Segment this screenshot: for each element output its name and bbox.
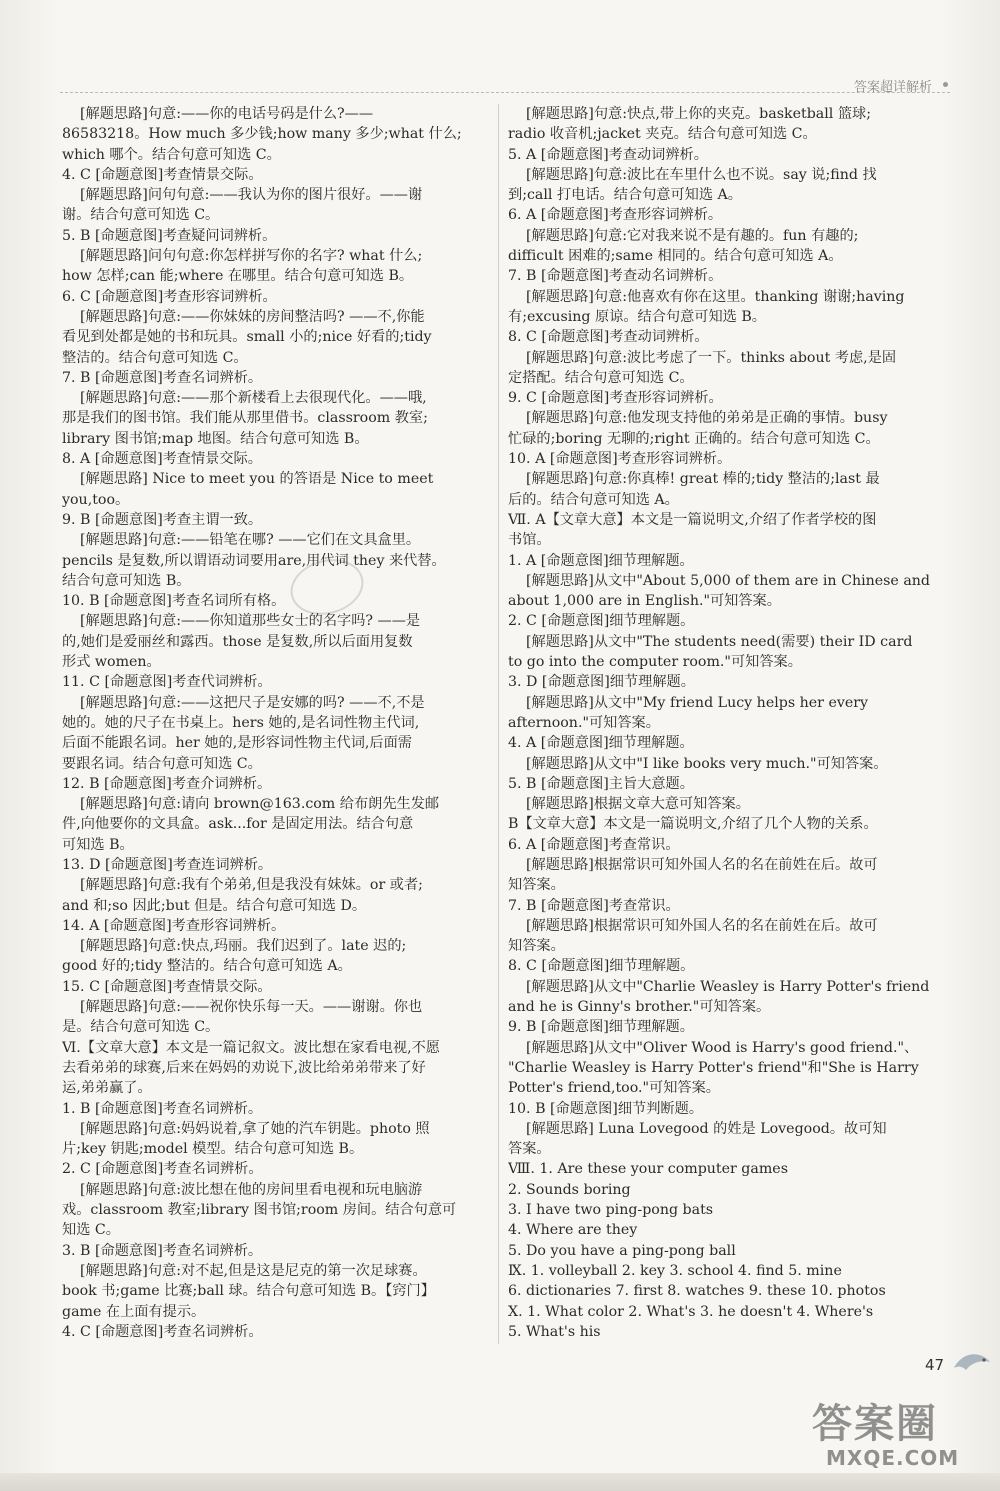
- text-line: B【文章大意】本文是一篇说明文,介绍了几个人物的关系。: [508, 816, 878, 833]
- text-line: 看见到处都是她的书和玩具。small 小的;nice 好看的;tidy: [62, 329, 432, 346]
- text-line: good 好的;tidy 整洁的。结合句意可知选 A。: [62, 958, 352, 975]
- text-line: 忙碌的;boring 无聊的;right 正确的。结合句意可知选 C。: [508, 430, 880, 447]
- text-line: 6. dictionaries 7. first 8. watches 9. these 10. photos: [508, 1283, 886, 1300]
- text-line: 片;key 钥匙;model 模型。结合句意可知选 B。: [62, 1141, 364, 1158]
- text-line: 3. D [命题意图]细节理解题。: [508, 674, 695, 691]
- text-line: [解题思路]句意:波比考虑了一下。thinks about 考虑,是固: [526, 349, 897, 366]
- text-line: 10. B [命题意图]细节判断题。: [508, 1100, 703, 1117]
- text-line: afternoon."可知答案。: [508, 714, 660, 731]
- text-line: 1. A [命题意图]细节理解题。: [508, 552, 694, 569]
- watermark-url: MXQE.COM: [826, 1446, 960, 1470]
- text-line: library 图书馆;map 地图。结合句意可知选 B。: [62, 430, 369, 447]
- text-line: 5. B [命题意图]考查疑问词辨析。: [62, 227, 277, 244]
- text-line: radio 收音机;jacket 夹克。结合句意可知选 C。: [508, 126, 817, 143]
- text-line: [解题思路]从文中"The students need(需要) their ID card: [526, 633, 913, 650]
- column-divider: [498, 104, 499, 1344]
- text-line: [解题思路]问句句意:你怎样拼写你的名字? what 什么;: [80, 248, 423, 265]
- text-line: 有;excusing 原谅。结合句意可知选 B。: [508, 308, 766, 325]
- text-line: 7. B [命题意图]考查名词辨析。: [62, 369, 263, 386]
- text-line: 2. C [命题意图]考查名词辨析。: [62, 1161, 263, 1178]
- text-line: 8. C [命题意图]考查动词辨析。: [508, 329, 709, 346]
- text-line: 知答案。: [508, 877, 565, 894]
- text-line: 戏。classroom 教室;library 图书馆;room 房间。结合句意可: [62, 1202, 457, 1219]
- text-line: 去看弟弟的球赛,后来在妈妈的劝说下,波比给弟弟带来了好: [62, 1059, 426, 1076]
- text-line: 可知选 B。: [62, 836, 134, 853]
- text-line: you,too。: [62, 491, 130, 508]
- text-line: 2. C [命题意图]细节理解题。: [508, 613, 695, 630]
- text-line: 9. C [命题意图]考查形容词辨析。: [508, 390, 723, 407]
- text-line: [解题思路]句意:对不起,但是这是尼克的第一次足球赛。: [80, 1262, 427, 1279]
- text-line: pencils 是复数,所以谓语动词要用are,用代词 they 来代替。: [62, 552, 446, 569]
- text-line: 4. C [命题意图]考查情景交际。: [62, 166, 263, 183]
- header-rule: [60, 92, 950, 93]
- text-line: 12. B [命题意图]考查介词辨析。: [62, 775, 272, 792]
- text-line: which 哪个。结合句意可知选 C。: [62, 146, 281, 163]
- text-line: 7. B [命题意图]考查常识。: [508, 897, 680, 914]
- text-line: 到;call 打电话。结合句意可知选 A。: [508, 187, 742, 204]
- text-line: 1. B [命题意图]考查名词辨析。: [62, 1100, 263, 1117]
- text-line: [解题思路]根据常识可知外国人名的名在前姓在后。故可: [526, 917, 878, 934]
- text-line: [解题思路]句意:——那个新楼看上去很现代化。——哦,: [80, 390, 427, 407]
- text-line: [解题思路]句意:它对我来说不是有趣的。fun 有趣的;: [526, 227, 859, 244]
- text-line: 3. I have two ping-pong bats: [508, 1202, 714, 1219]
- text-line: 3. B [命题意图]考查名词辨析。: [62, 1242, 263, 1259]
- text-line: 8. C [命题意图]细节理解题。: [508, 958, 695, 975]
- text-line: [解题思路]句意:波比想在他的房间里看电视和玩电脑游: [80, 1181, 423, 1198]
- text-line: [解题思路]根据文章大意可知答案。: [526, 796, 750, 813]
- text-line: 13. D [命题意图]考查连词辨析。: [62, 856, 273, 873]
- text-line: 4. C [命题意图]考查名词辨析。: [62, 1323, 263, 1340]
- text-line: Ⅵ.【文章大意】本文是一篇记叙文。波比想在家看电视,不愿: [62, 1039, 440, 1056]
- text-line: 6. C [命题意图]考查形容词辨析。: [62, 288, 277, 305]
- text-line: [解题思路]句意:波比在车里什么也不说。say 说;find 找: [526, 166, 877, 183]
- text-line: 10. A [命题意图]考查形容词辨析。: [508, 451, 732, 468]
- fish-logo-icon: [950, 1348, 994, 1382]
- text-line: [解题思路]句意:——祝你快乐每一天。——谢谢。你也: [80, 999, 423, 1016]
- text-line: to go into the computer room."可知答案。: [508, 654, 802, 671]
- left-column: [62, 104, 490, 1342]
- text-line: [解题思路]句意:你真棒! great 棒的;tidy 整洁的;last 最: [526, 471, 880, 488]
- text-line: 的,她们是爱丽丝和露西。those 是复数,所以后面用复数: [62, 633, 413, 650]
- text-line: Ⅶ. A【文章大意】本文是一篇说明文,介绍了作者学校的图: [508, 511, 877, 528]
- text-line: Ⅷ. 1. Are these your computer games: [508, 1161, 788, 1178]
- watermark-logo: 答案圈: [812, 1401, 938, 1447]
- text-line: [解题思路]从文中"I like books very much."可知答案。: [526, 755, 888, 772]
- text-line: [解题思路]句意:请向 brown@163.com 给布朗先生发邮: [80, 796, 440, 813]
- text-line: 她的。她的尺子在书桌上。hers 她的,是名词性物主代词,: [62, 714, 420, 731]
- text-line: 后面不能跟名词。her 她的,是形容词性物主代词,后面需: [62, 735, 412, 752]
- text-line: 9. B [命题意图]考查主谓一致。: [62, 511, 263, 528]
- text-line: [解题思路]句意:我有个弟弟,但是我没有妹妹。or 或者;: [80, 877, 423, 894]
- text-line: 运,弟弟赢了。: [62, 1080, 152, 1097]
- text-line: 4. Where are they: [508, 1222, 638, 1239]
- text-line: 5. Do you have a ping-pong ball: [508, 1242, 736, 1259]
- text-line: 谢。结合句意可知选 C。: [62, 207, 220, 224]
- text-line: [解题思路] Nice to meet you 的答语是 Nice to meet: [80, 471, 434, 488]
- text-line: [解题思路]句意:他喜欢有你在这里。thanking 谢谢;having: [526, 288, 905, 305]
- header-dot-icon: [943, 82, 948, 87]
- text-line: Ⅹ. 1. What color 2. What's 3. he doesn't 4. Where's: [508, 1303, 874, 1320]
- text-line: 7. B [命题意图]考查动名词辨析。: [508, 268, 723, 285]
- text-line: 后的。结合句意可知选 A。: [508, 491, 679, 508]
- text-line: [解题思路]从文中"About 5,000 of them are in Chinese and: [526, 572, 931, 589]
- page-number: 47: [925, 1356, 945, 1374]
- header-title: 答案超详解析: [853, 80, 932, 95]
- text-line: [解题思路]句意:快点,玛丽。我们迟到了。late 迟的;: [80, 938, 407, 955]
- text-line: 结合句意可知选 B。: [62, 572, 191, 589]
- text-line: 11. C [命题意图]考查代词辨析。: [62, 674, 272, 691]
- text-line: 是。结合句意可知选 C。: [62, 1019, 220, 1036]
- text-line: [解题思路]从文中"My friend Lucy helps her every: [526, 694, 869, 711]
- text-line: [解题思路]问句句意:——我认为你的图片很好。——谢: [80, 187, 423, 204]
- text-line: and he is Ginny's brother."可知答案。: [508, 999, 771, 1016]
- text-line: 书馆。: [508, 532, 551, 549]
- text-line: and 和;so 因此;but 但是。结合句意可知选 D。: [62, 897, 367, 914]
- page-bottom-edge: [0, 1473, 1000, 1491]
- text-line: "Charlie Weasley is Harry Potter's friend"和"She is Harry: [508, 1059, 919, 1076]
- text-line: [解题思路]句意:他发现支持他的弟弟是正确的事情。busy: [526, 410, 888, 427]
- text-line: 6. A [命题意图]考查常识。: [508, 836, 680, 853]
- text-line: 5. A [命题意图]考查动词辨析。: [508, 146, 708, 163]
- text-line: Potter's friend,too."可知答案。: [508, 1080, 720, 1097]
- text-line: 6. A [命题意图]考查形容词辨析。: [508, 207, 723, 224]
- text-line: 件,向他要你的文具盒。ask...for 是固定用法。结合句意: [62, 816, 414, 833]
- text-line: 答案。: [508, 1141, 551, 1158]
- text-line: [解题思路]句意:快点,带上你的夹克。basketball 篮球;: [526, 106, 871, 122]
- text-line: [解题思路]句意:——你妹妹的房间整洁吗? ——不,你能: [80, 308, 425, 325]
- right-column: [508, 104, 948, 1342]
- text-line: [解题思路]句意:——你知道那些女士的名字吗? ——是: [80, 613, 421, 630]
- text-line: [解题思路]根据常识可知外国人名的名在前姓在后。故可: [526, 856, 878, 873]
- text-line: game 在上面有提示。: [62, 1303, 206, 1320]
- text-line: 整洁的。结合句意可知选 C。: [62, 349, 248, 366]
- text-line: 要跟名词。结合句意可知选 C。: [62, 755, 262, 772]
- text-line: 形式 women。: [62, 654, 161, 671]
- text-line: 10. B [命题意图]考查名词所有格。: [62, 593, 286, 610]
- text-line: 86583218。How much 多少钱;how many 多少;what 什么;: [62, 126, 462, 143]
- text-line: [解题思路]从文中"Oliver Wood is Harry's good friend."、: [526, 1039, 919, 1056]
- text-line: difficult 困难的;same 相同的。结合句意可知选 A。: [508, 248, 843, 265]
- text-line: book 书;game 比赛;ball 球。结合句意可知选 B。【窍门】: [62, 1283, 435, 1300]
- text-line: 知选 C。: [62, 1222, 120, 1239]
- text-line: 4. A [命题意图]细节理解题。: [508, 735, 694, 752]
- text-line: 那是我们的图书馆。我们能从那里借书。classroom 教室;: [62, 410, 428, 427]
- text-line: [解题思路]句意:——你的电话号码是什么?——: [80, 106, 374, 122]
- text-line: 9. B [命题意图]细节理解题。: [508, 1019, 694, 1036]
- text-line: [解题思路]句意:妈妈说着,拿了她的汽车钥匙。photo 照: [80, 1120, 430, 1137]
- text-line: about 1,000 are in English."可知答案。: [508, 593, 781, 610]
- text-line: [解题思路]句意:——铅笔在哪? ——它们在文具盒里。: [80, 532, 421, 549]
- text-line: how 怎样;can 能;where 在哪里。结合句意可知选 B。: [62, 268, 414, 285]
- text-line: 5. What's his: [508, 1323, 601, 1340]
- text-line: 2. Sounds boring: [508, 1181, 631, 1198]
- text-line: 15. C [命题意图]考查情景交际。: [62, 978, 272, 995]
- text-line: 14. A [命题意图]考查形容词辨析。: [62, 917, 286, 934]
- text-line: [解题思路] Luna Lovegood 的姓是 Lovegood。故可知: [526, 1120, 887, 1137]
- text-line: [解题思路]句意:——这把尺子是安娜的吗? ——不,不是: [80, 694, 425, 711]
- text-line: 5. B [命题意图]主旨大意题。: [508, 775, 694, 792]
- text-line: [解题思路]从文中"Charlie Weasley is Harry Potter's friend: [526, 978, 930, 995]
- text-line: Ⅸ. 1. volleyball 2. key 3. school 4. find 5. mine: [508, 1262, 842, 1279]
- text-line: 知答案。: [508, 938, 565, 955]
- text-line: 定搭配。结合句意可知选 C。: [508, 369, 694, 386]
- text-line: 8. A [命题意图]考查情景交际。: [62, 451, 262, 468]
